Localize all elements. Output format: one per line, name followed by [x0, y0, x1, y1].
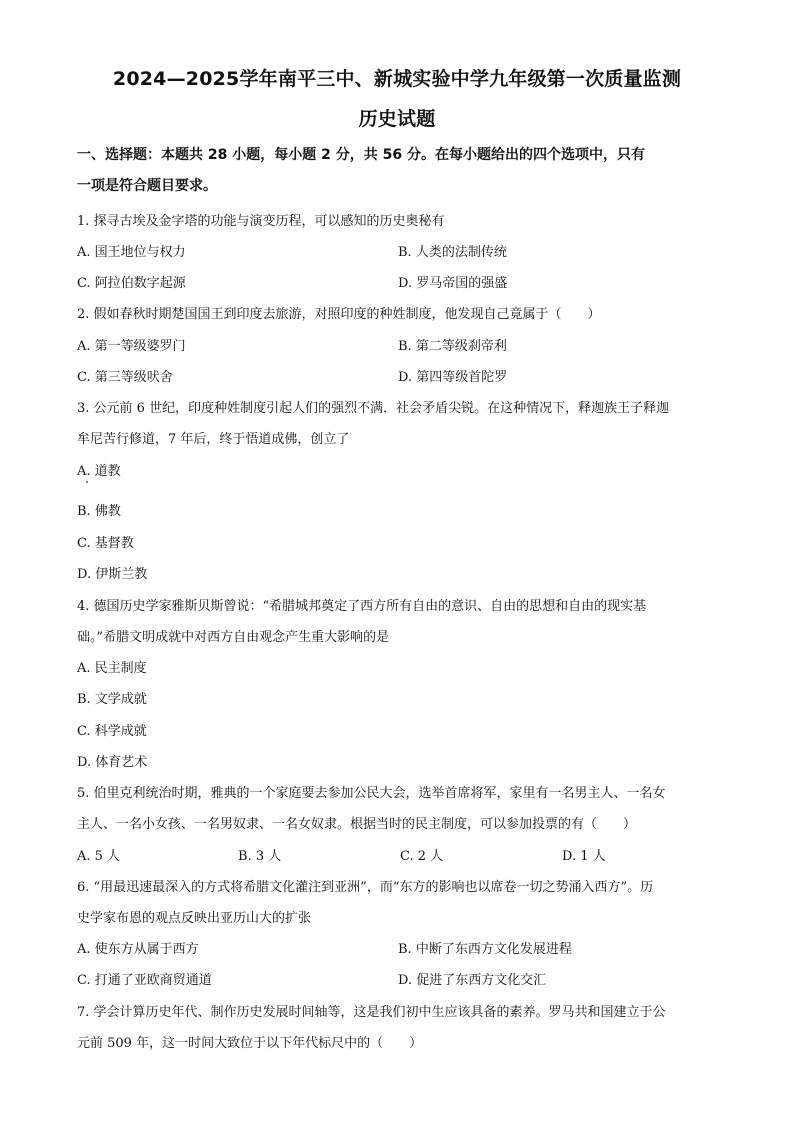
question-1-option-c: C. 阿拉伯数字起源: [77, 276, 186, 291]
question-1-option-a: A. 国王地位与权力: [77, 245, 186, 260]
question-5-stem-line-2: 主人、一名小女孩、一名男奴隶、一名女奴隶。根据当时的民主制度，可以参加投票的有（ ）: [77, 817, 637, 832]
question-1-stem: 1. 探寻古埃及金字塔的功能与演变历程，可以感知的历史奥秘有: [77, 214, 445, 229]
question-5-stem-line-1: 5. 伯里克利统治时期，雅典的一个家庭要去参加公民大会，选举首席将军，家里有一名男主人、一名女: [77, 786, 666, 801]
question-7-stem-line-2: 元前 509 年，这一时间大致位于以下年代标尺中的（ ）: [77, 1036, 423, 1051]
question-6-option-c: C. 打通了亚欧商贸通道: [77, 973, 212, 988]
section-heading-line-1: 一、选择题：本题共 28 小题，每小题 2 分，共 56 分。在每小题给出的四个选项中，只有: [77, 147, 645, 163]
question-3-option-b: B. 佛教: [77, 504, 121, 519]
question-4-option-a: A. 民主制度: [77, 661, 147, 676]
question-2-option-a: A. 第一等级婆罗门: [77, 339, 186, 354]
question-2-option-c: C. 第三等级吠舍: [77, 370, 173, 385]
question-3-option-c: C. 基督教: [77, 536, 134, 551]
question-1-option-d: D. 罗马帝国的强盛: [398, 276, 508, 291]
question-4-option-d: D. 体育艺术: [77, 755, 148, 770]
stray-dot: [86, 481, 88, 483]
question-6-option-d: D. 促进了东西方文化交汇: [398, 973, 547, 988]
question-6-stem-line-1: 6. “用最迅速最深入的方式将希腊文化灌注到亚洲”，而“东方的影响也以席卷一切之势涌入西方”。历: [77, 880, 654, 895]
question-3-option-a: A. 道教: [77, 464, 121, 479]
question-4-stem-line-2: 础。”希腊文明成就中对西方自由观念产生重大影响的是: [77, 630, 390, 645]
question-4-option-b: B. 文学成就: [77, 692, 147, 707]
question-7-stem-line-1: 7. 学会计算历史年代、制作历史发展时间轴等，这是我们初中生应该具备的素养。罗马共和国建立于公: [77, 1005, 666, 1020]
section-heading: [77, 140, 717, 202]
question-5-option-c: C. 2 人: [400, 849, 444, 864]
question-3-option-d: D. 伊斯兰教: [77, 567, 148, 582]
question-2-option-d: D. 第四等级首陀罗: [398, 370, 508, 385]
question-1-option-b: B. 人类的法制传统: [398, 245, 507, 260]
question-5-option-b: B. 3 人: [238, 849, 282, 864]
question-4-stem-line-1: 4. 德国历史学家雅斯贝斯曾说：“希腊城邦奠定了西方所有自由的意识、自由的思想和自由的现实基: [77, 599, 647, 614]
question-6-option-a: A. 使东方从属于西方: [77, 942, 199, 957]
question-6-stem-line-2: 史学家布恩的观点反映出亚历山大的扩张: [77, 911, 312, 926]
question-2-stem: 2. 假如春秋时期楚国国王到印度去旅游，对照印度的种姓制度，他发现自己竟属于（ ）: [77, 307, 601, 322]
question-4-option-c: C. 科学成就: [77, 724, 147, 739]
question-2-option-b: B. 第二等级刹帝利: [398, 339, 507, 354]
question-3-stem-line-1: 3. 公元前 6 世纪，印度种姓制度引起人们的强烈不满．社会矛盾尖锐。在这种情况下，释迦族王子释迦: [77, 401, 670, 416]
question-3-stem-line-2: 牟尼苦行修道，7 年后，终于悟道成佛，创立了: [77, 432, 350, 447]
exam-title: 2024—2025学年南平三中、新城实验中学九年级第一次质量监测: [112, 68, 682, 90]
question-5-option-d: D. 1 人: [562, 849, 606, 864]
question-6-option-b: B. 中断了东西方文化发展进程: [398, 942, 572, 957]
exam-subtitle: 历史试题: [358, 108, 436, 130]
section-heading-line-2: 一项是符合题目要求。: [77, 178, 217, 194]
question-5-option-a: A. 5 人: [77, 849, 121, 864]
